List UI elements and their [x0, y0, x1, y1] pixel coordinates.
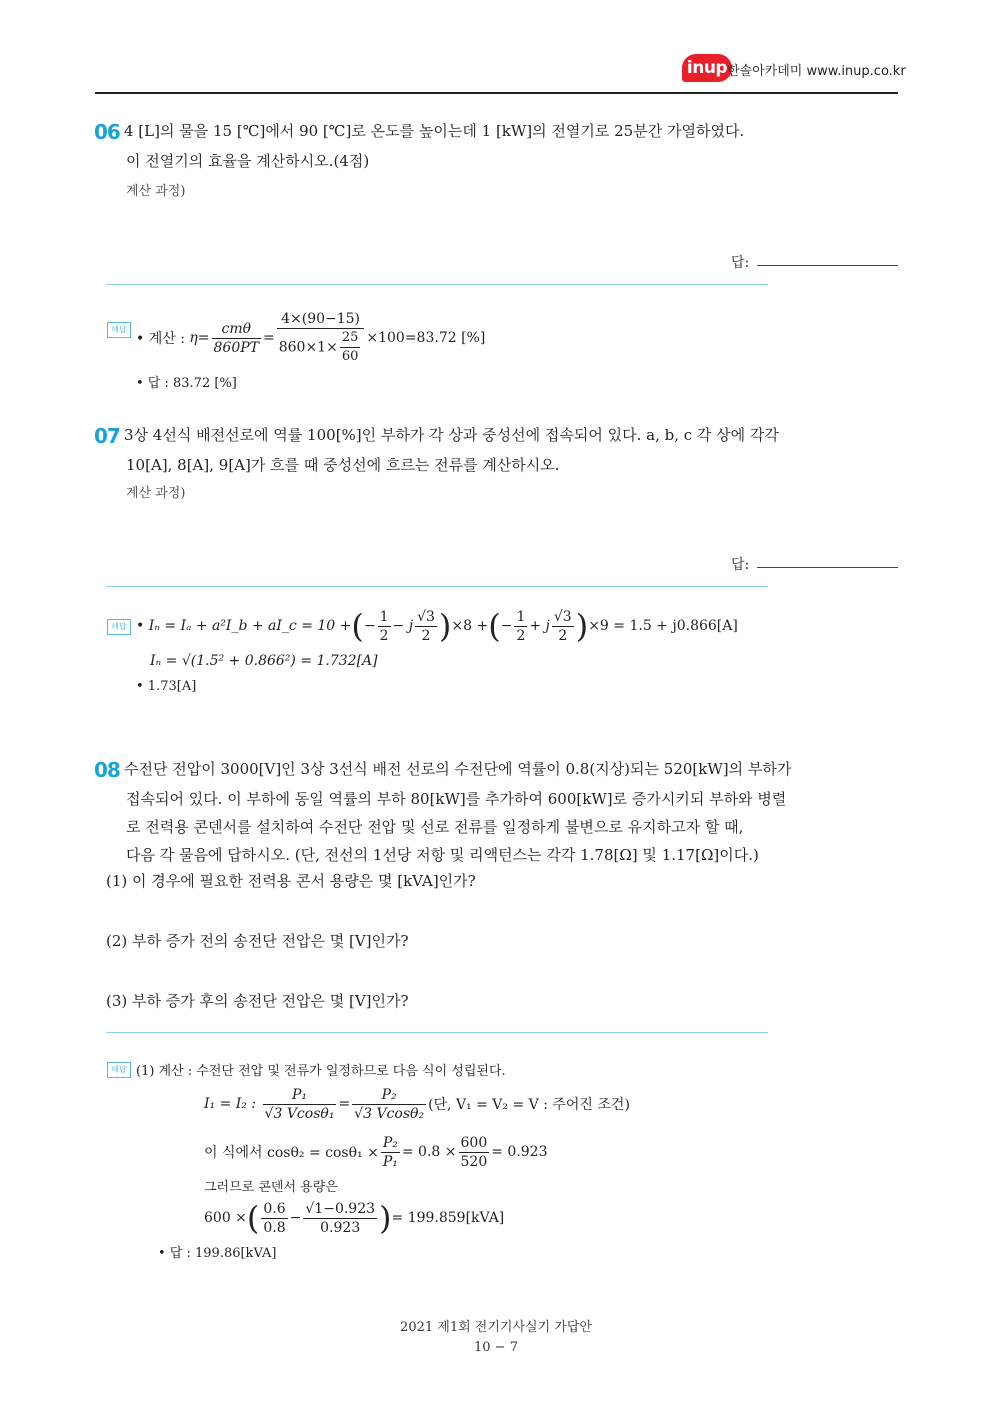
q07-paren-open-1: ( [351, 607, 364, 645]
q08-solution-intro: (1) 계산 : 수전단 전압 및 전류가 일정하므로 다음 식이 성립된다. [136, 1064, 506, 1079]
q08-eq1-equals: = [338, 1096, 351, 1112]
q08-eq1-d2: √3 Vcosθ₂ [354, 1105, 425, 1122]
q08-eq2-c: = 0.923 [491, 1144, 548, 1160]
q07-frac-half-2 [514, 608, 527, 645]
q07-final-answer: • 1.73[A] [136, 679, 197, 694]
brand-text: 한솔아카데미 www.inup.co.kr [727, 64, 906, 79]
q06-divider [106, 284, 768, 285]
q06-f2-den-a: 860×1× [278, 339, 338, 356]
q07-frac-sqrt3-1 [415, 608, 437, 645]
q08-final-answer: • 답 : 199.86[kVA] [158, 1246, 277, 1261]
question-number-06: 06 [94, 120, 120, 144]
q08-paren-open: ( [246, 1199, 260, 1237]
q08-line4: 다음 각 물음에 답하시오. (단, 전선의 1선당 저항 및 리액턴스는 각각 1.78[Ω] 및 1.17[Ω]이다.) [126, 846, 759, 864]
q08-sub-question-3: (3) 부하 증가 후의 송전단 전압은 몇 [V]인가? [106, 992, 409, 1010]
q08-eq4-a: 600 × [204, 1210, 247, 1226]
q08-paren-close: ) [379, 1199, 392, 1237]
q08-sub-question-2: (2) 부하 증가 전의 송전단 전압은 몇 [V]인가? [106, 932, 409, 950]
q06-answer-label: 답: [731, 255, 750, 271]
q06-final-answer: • 답 : 83.72 [%] [136, 376, 237, 391]
header-rule [95, 92, 898, 94]
q07-half-den-1: 2 [379, 627, 389, 644]
q07-eq1-minus-2: − [500, 618, 513, 634]
q07-frac-half-1 [378, 608, 391, 645]
q07-line2: 10[A], 8[A], 9[A]가 흐를 때 중성선에 흐르는 전류를 계산하시오. [126, 456, 560, 474]
q08-eq2-b: = 0.8 × [401, 1144, 457, 1160]
q07-frac-sqrt3-2 [552, 608, 574, 645]
q08-divider [106, 1032, 768, 1033]
q07-half-den-2: 2 [516, 627, 526, 644]
q06-result: ×100=83.72 [%] [366, 330, 486, 346]
q08-eq2-d1: P₁ [382, 1153, 398, 1170]
q07-eq1-minus: − [363, 618, 376, 634]
q07-eq1-a: Iₙ = Iₐ + a²I_b + aI_c = 10 + [148, 618, 352, 634]
footer-title: 2021 제1회 전기기사실기 가답안 [400, 1320, 592, 1335]
q06-f1-numerator: cmθ [212, 320, 261, 339]
q06-line1: 4 [L]의 물을 15 [℃]에서 90 [℃]로 온도를 높이는데 1 [kW]의 전열기로 25분간 가열하였다. [124, 122, 745, 140]
q07-solution-eq2: Iₙ = √(1.5² + 0.866²) = 1.732[A] [150, 653, 378, 669]
q08-solution-eq4 [204, 1196, 504, 1240]
q08-eq4-minus: − [289, 1210, 302, 1226]
q08-eq1-n1: P₁ [263, 1086, 337, 1105]
q08-eq1-condition: (단, V₁ = V₂ = V : 주어진 조건) [428, 1097, 630, 1113]
q08-eq4-frac-1 [261, 1200, 287, 1237]
q06-fraction-1 [212, 320, 261, 357]
inup-logo: inup [682, 54, 732, 82]
q07-answer-label: 답: [731, 557, 750, 573]
q06-calc-label: 계산 과정) [126, 184, 186, 199]
q07-eq1-result: ×9 = 1.5 + j0.866[A] [588, 618, 738, 634]
q08-eq1-d1: √3 Vcosθ₁ [264, 1105, 335, 1122]
q06-eta: η= [189, 330, 210, 346]
q06-f2-den-frac [340, 329, 361, 366]
q08-eq2-frac-1 [381, 1134, 400, 1171]
q07-eq1-times8: ×8 + [451, 618, 489, 634]
q08-eq4-n2: √1−0.923 [305, 1200, 376, 1217]
q08-eq4-d2: 0.923 [320, 1219, 361, 1236]
q07-sqrt3-num-2: √3 [553, 608, 572, 625]
q07-sqrt3-num-1: √3 [417, 608, 435, 625]
q08-eq1-frac-1 [263, 1086, 337, 1123]
q08-eq4-d1: 0.8 [263, 1219, 286, 1236]
q06-answer-line[interactable] [757, 265, 898, 266]
q08-line3: 로 전력용 콘덴서를 설치하여 수전단 전압 및 선로 전류를 일정하게 불변으로 유지하고자 할 때, [126, 818, 744, 836]
q06-f1-denominator: 860PT [213, 339, 259, 356]
q08-solution-eq1 [204, 1080, 630, 1128]
q06-f2-den-num: 25 [340, 329, 361, 348]
q08-solution-eq3: 그러므로 콘덴서 용량은 [204, 1180, 338, 1195]
q06-line2: 이 전열기의 효율을 계산하시오.(4점) [126, 152, 370, 170]
q08-solution-eq2 [204, 1130, 548, 1174]
q06-solution-badge: 해답 [107, 322, 131, 338]
q08-eq4-result: = 199.859[kVA] [391, 1210, 505, 1226]
q07-bullet: • [136, 618, 145, 634]
q08-eq4-frac-2 [303, 1200, 377, 1237]
q07-divider [106, 586, 768, 587]
q08-sub-question-1: (1) 이 경우에 필요한 전력용 콘서 용량은 몇 [kVA]인가? [106, 872, 476, 890]
q07-eq1-plus-j: + j [529, 618, 550, 634]
q07-sqrt3-den-1: 2 [421, 627, 431, 644]
q08-eq1-frac-2 [352, 1086, 426, 1123]
q07-solution-badge: 해답 [107, 619, 131, 635]
q08-eq2-a: 이 식에서 cosθ₂ = cosθ₁ × [204, 1145, 379, 1161]
q06-fraction-2 [277, 310, 365, 366]
q08-eq4-n1: 0.6 [263, 1200, 286, 1217]
page-number: 10 − 7 [474, 1340, 518, 1355]
q08-line1: 수전단 전압이 3000[V]인 3상 3선식 배전 선로의 수전단에 역률이 0.8(지상)되는 520[kW]의 부하가 [124, 760, 792, 778]
q07-solution-eq1 [136, 604, 738, 648]
q07-sqrt3-den-2: 2 [558, 627, 568, 644]
q06-calc-prefix: • 계산 : [136, 331, 185, 347]
q08-line2: 접속되어 있다. 이 부하에 동일 역률의 부하 80[kW]를 추가하여 600[kW]로 증가시키되 부하와 병렬 [126, 790, 787, 808]
q07-half-num-2: 1 [516, 608, 526, 625]
q07-paren-close-1: ) [438, 607, 452, 645]
question-number-08: 08 [94, 758, 120, 782]
q07-answer-line[interactable] [757, 567, 898, 568]
q08-eq2-n1: P₂ [382, 1134, 398, 1151]
q08-solution-badge: 해답 [107, 1062, 131, 1078]
q06-f2-denominator [277, 329, 365, 366]
q06-f2-den-den: 60 [341, 349, 359, 364]
q07-paren-open-2: ( [488, 607, 501, 645]
q06-equals: = [263, 330, 275, 346]
q07-half-num-1: 1 [379, 608, 389, 625]
q06-solution-equation [136, 310, 485, 366]
q08-eq2-d2: 520 [460, 1153, 488, 1170]
q08-eq1-a: I₁ = I₂ : [204, 1096, 257, 1112]
q07-calc-label: 계산 과정) [126, 486, 186, 501]
question-number-07: 07 [94, 424, 120, 448]
q06-f2-numerator: 4×(90−15) [277, 310, 365, 329]
q07-paren-close-2: ) [575, 607, 589, 645]
q08-eq1-n2: P₂ [352, 1086, 426, 1105]
q08-eq2-frac-2 [459, 1134, 490, 1171]
q08-eq2-n2: 600 [460, 1134, 488, 1151]
q07-line1: 3상 4선식 배전선로에 역률 100[%]인 부하가 각 상과 중성선에 접속되어 있다. a, b, c 각 상에 각각 [124, 426, 779, 444]
q07-eq1-minus-j: − j [392, 618, 414, 634]
